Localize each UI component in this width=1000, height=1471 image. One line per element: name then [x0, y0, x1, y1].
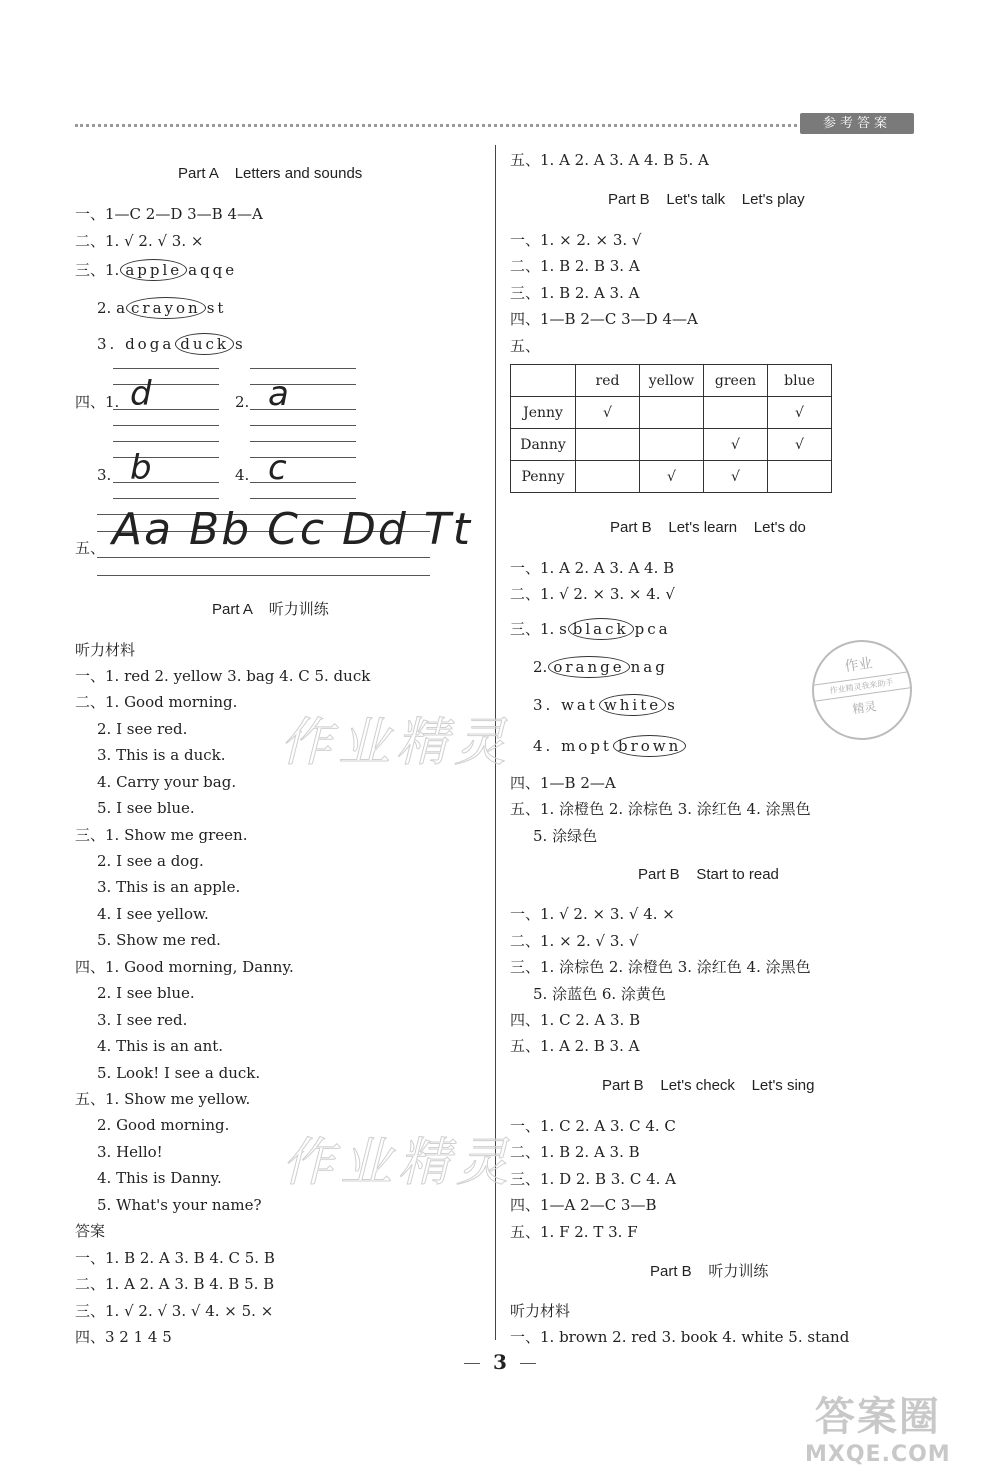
answer-line: 五、1. 涂橙色 2. 涂棕色 3. 涂红色 4. 涂黑色 [510, 800, 811, 818]
circled-word: brown [613, 735, 686, 757]
subheading: 听力材料 [75, 641, 136, 659]
circled-word: orange [548, 656, 629, 678]
table-cell [576, 461, 640, 493]
section-heading-part-a-listening: Part A 听力训练 [212, 601, 329, 618]
table-header-cell: blue [768, 365, 832, 397]
list-item: 5. Show me red. [97, 931, 221, 949]
circle-answer-row [75, 259, 237, 281]
watermark-text: 答案圈 [814, 1394, 941, 1440]
answer-line: 四、3 2 1 4 5 [75, 1328, 172, 1346]
section-heading-talk: Part B Let's talk Let's play [608, 191, 805, 208]
section-heading-part-b-listening: Part B 听力训练 [650, 1263, 769, 1280]
answer-line: 5. 涂绿色 [533, 827, 598, 845]
answer-line: 五、1. A 2. B 3. A [510, 1037, 640, 1055]
list-item: 4. Carry your bag. [97, 773, 237, 791]
stamp-text: 作业 [843, 655, 874, 676]
guide-line [113, 425, 219, 426]
answer-line: 三、1. D 2. B 3. C 4. A [510, 1170, 676, 1188]
list-item: 2. I see a dog. [97, 852, 204, 870]
list-item: 4. This is an ant. [97, 1037, 224, 1055]
table-cell: Jenny [511, 397, 576, 429]
circle-answer-row [97, 333, 243, 355]
page-number: 3 [470, 1350, 530, 1374]
handwritten-letter: c [268, 448, 287, 488]
answer-line: 二、1. √ 2. × 3. × 4. √ [510, 585, 675, 603]
row-remainder: pca [634, 620, 671, 638]
table-cell [704, 397, 768, 429]
list-item: 3. This is an apple. [97, 878, 241, 896]
guide-line [97, 575, 430, 576]
answer-line: 五、1. F 2. T 3. F [510, 1223, 638, 1241]
table-cell [576, 429, 640, 461]
watermark-text: 作业精灵 [282, 1133, 515, 1193]
guide-line [113, 409, 219, 410]
answer-line: 一、1. √ 2. × 3. √ 4. × [510, 905, 675, 923]
answer-line: 一、1. A 2. A 3. A 4. B [510, 559, 675, 577]
guide-line [113, 457, 219, 458]
handwritten-letter: b [130, 448, 152, 488]
table-row [511, 461, 832, 493]
answer-line: 二、1. B 2. A 3. B [510, 1143, 640, 1161]
row-label: 2. a [97, 299, 126, 317]
answer-line: 五、1. A 2. A 3. A 4. B 5. A [510, 151, 709, 169]
list-item: 3. I see red. [97, 1011, 188, 1029]
answer-line: 四、1. C 2. A 3. B [510, 1011, 641, 1029]
circle-answer-row [533, 735, 687, 757]
section-heading-check: Part B Let's check Let's sing [602, 1077, 815, 1094]
header-tag: 参考答案 [800, 113, 914, 134]
circle-answer-row [510, 618, 671, 640]
answer-line: 五、 [510, 337, 541, 355]
row-label: 四、1. [75, 393, 120, 411]
list-item: 2. I see blue. [97, 984, 195, 1002]
answer-line: 二、1. B 2. B 3. A [510, 257, 640, 275]
table-cell: √ [768, 429, 832, 461]
guide-line [113, 384, 219, 385]
guide-line [113, 441, 219, 442]
list-item: 3. Hello! [97, 1143, 163, 1161]
table-cell: Penny [511, 461, 576, 493]
table-cell: √ [640, 461, 704, 493]
answer-line: 四、1—B 2—A [510, 774, 616, 792]
watermark-text: 作业精灵 [280, 713, 513, 773]
handwritten-letters: Aa Bb Cc Dd Tt [112, 504, 472, 555]
row-label: 五、 [75, 539, 106, 557]
row-label: 3. doga [97, 335, 175, 353]
list-item: 2. Good morning. [97, 1116, 230, 1134]
handwritten-letter: a [268, 374, 289, 414]
row-remainder: aqqe [188, 261, 238, 279]
circled-word: duck [175, 333, 234, 355]
list-item: 五、1. Show me yellow. [75, 1090, 251, 1108]
row-remainder: s [667, 696, 675, 714]
row-label: 2. [533, 658, 548, 676]
table-cell [640, 397, 704, 429]
list-item: 5. I see blue. [97, 799, 195, 817]
answer-line: 一、1. brown 2. red 3. book 4. white 5. stand [510, 1328, 850, 1346]
color-answer-table [510, 364, 832, 493]
guide-line [113, 482, 219, 483]
circled-word: white [599, 694, 666, 716]
guide-line [97, 557, 430, 558]
stamp-seal [806, 634, 919, 747]
guide-line [250, 409, 356, 410]
table-header-row [511, 365, 832, 397]
guide-line [113, 368, 219, 369]
table-header-cell: yellow [640, 365, 704, 397]
row-label: 3. wat [533, 696, 598, 714]
row-remainder: s [235, 335, 243, 353]
answer-line: 二、1. √ 2. √ 3. × [75, 232, 204, 250]
row-label: 2. [235, 393, 250, 411]
circle-answer-row [97, 297, 226, 319]
list-item: 5. Look! I see a duck. [97, 1064, 261, 1082]
list-item: 一、1. red 2. yellow 3. bag 4. C 5. duck [75, 667, 371, 685]
answer-line: 一、1. C 2. A 3. C 4. C [510, 1117, 676, 1135]
subheading: 答案 [75, 1222, 106, 1240]
answer-line: 三、1. 涂棕色 2. 涂橙色 3. 涂红色 4. 涂黑色 [510, 958, 811, 976]
section-heading-part-a-letters: Part A Letters and sounds [178, 165, 363, 182]
guide-line [250, 457, 356, 458]
answer-line: 一、1—C 2—D 3—B 4—A [75, 205, 263, 223]
table-header-cell: red [576, 365, 640, 397]
list-item: 3. This is a duck. [97, 746, 226, 764]
circle-answer-row [533, 656, 668, 678]
list-item: 四、1. Good morning, Danny. [75, 958, 294, 976]
list-item: 三、1. Show me green. [75, 826, 248, 844]
answer-line: 四、1—A 2—C 3—B [510, 1196, 657, 1214]
table-header-cell [511, 365, 576, 397]
section-heading-learn: Part B Let's learn Let's do [610, 519, 806, 536]
answer-line: 三、1. √ 2. √ 3. √ 4. × 5. × [75, 1302, 274, 1320]
table-cell: √ [576, 397, 640, 429]
guide-line [250, 482, 356, 483]
guide-line [250, 498, 356, 499]
circle-answer-row [533, 694, 675, 716]
answer-line: 一、1. B 2. A 3. B 4. C 5. B [75, 1249, 275, 1267]
circled-word: black [568, 618, 634, 640]
row-label: 三、1. [75, 261, 120, 279]
table-row [511, 397, 832, 429]
answer-line: 5. 涂蓝色 6. 涂黄色 [533, 985, 666, 1003]
table-cell: √ [768, 397, 832, 429]
table-header-cell: green [704, 365, 768, 397]
table-cell [640, 429, 704, 461]
guide-line [113, 498, 219, 499]
row-remainder: st [206, 299, 227, 317]
row-label: 4. [235, 466, 250, 484]
list-item: 4. I see yellow. [97, 905, 209, 923]
section-heading-read: Part B Start to read [638, 866, 779, 883]
header-dotted-rule [75, 124, 797, 127]
row-label: 4. mopt [533, 737, 612, 755]
row-label: 三、1. s [510, 620, 567, 638]
list-item: 4. This is Danny. [97, 1169, 222, 1187]
table-row [511, 429, 832, 461]
stamp-text: 精灵 [851, 699, 878, 717]
circled-word: crayon [126, 297, 206, 319]
watermark-text: MXQE.COM [805, 1442, 951, 1467]
handwritten-letter: d [130, 374, 152, 414]
answer-line: 二、1. A 2. A 3. B 4. B 5. B [75, 1275, 275, 1293]
answer-line: 一、1. × 2. × 3. √ [510, 231, 642, 249]
corner-watermark-logo [805, 1385, 951, 1467]
guide-line [250, 368, 356, 369]
table-cell [768, 461, 832, 493]
list-item: 二、1. Good morning. [75, 693, 238, 711]
table-cell: √ [704, 461, 768, 493]
row-remainder: nag [630, 658, 668, 676]
subheading: 听力材料 [510, 1302, 571, 1320]
answer-line: 二、1. × 2. √ 3. √ [510, 932, 639, 950]
list-item: 5. What's your name? [97, 1196, 262, 1214]
circled-word: apple [120, 259, 187, 281]
stamp-text: 作业精灵我来助手 [813, 671, 910, 701]
answer-line: 三、1. B 2. A 3. A [510, 284, 640, 302]
answer-line: 四、1—B 2—C 3—D 4—A [510, 310, 698, 328]
list-item: 2. I see red. [97, 720, 188, 738]
guide-line [250, 425, 356, 426]
guide-line [250, 441, 356, 442]
guide-line [250, 384, 356, 385]
table-cell: Danny [511, 429, 576, 461]
table-cell: √ [704, 429, 768, 461]
row-label: 3. [97, 466, 112, 484]
